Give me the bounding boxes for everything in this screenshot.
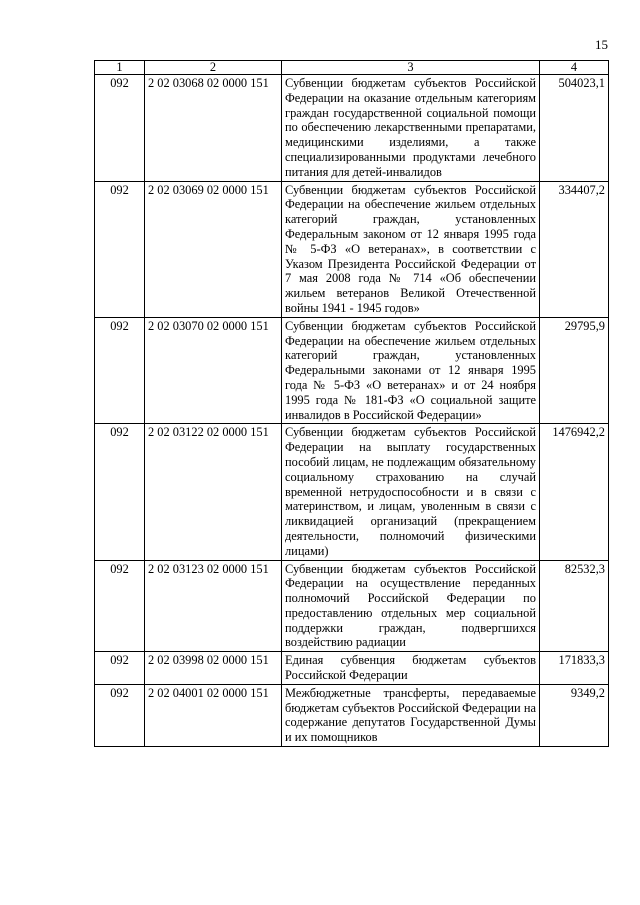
admin-code-cell: 092	[95, 317, 145, 424]
description-cell: Межбюджетные трансферты, передаваемые бюджетам субъектов Российской Федерации на содержание депутатов Государственной Думы и их помощников	[282, 684, 540, 746]
page-number: 15	[595, 37, 608, 52]
table-row	[95, 560, 609, 652]
amount-cell: 82532,3	[540, 560, 609, 652]
admin-code-cell: 092	[95, 560, 145, 652]
column-number-3: 3	[282, 61, 540, 75]
table-row	[95, 317, 609, 424]
amount-cell: 9349,2	[540, 684, 609, 746]
revenue-code-cell: 2 02 03069 02 0000 151	[145, 181, 282, 317]
revenue-code-cell: 2 02 03070 02 0000 151	[145, 317, 282, 424]
description-cell: Субвенции бюджетам субъектов Российской Федерации на обеспечение жильем отдельных категорий граждан, установленных Федеральными законами от 12 января 1995 года № 5-ФЗ «О ветеранах» и от 24 ноября 1995 года № 181-ФЗ «О социальной защите инвалидов в Российской Федерации»	[282, 317, 540, 424]
description-cell: Субвенции бюджетам субъектов Российской Федерации на обеспечение жильем отдельных категорий граждан, установленных Федеральным законом от 12 января 1995 года № 5-ФЗ «О ветеранах», в соответствии с Указом Президента Российской Федерации от 7 мая 2008 года № 714 «Об обеспечении жильем ветеранов Великой Отечественной войны 1941 - 1945 годов»	[282, 181, 540, 317]
table-row	[95, 652, 609, 685]
table-row	[95, 181, 609, 317]
revenue-code-cell: 2 02 03122 02 0000 151	[145, 424, 282, 560]
table-row	[95, 684, 609, 746]
column-number-row	[95, 61, 609, 75]
admin-code-cell: 092	[95, 181, 145, 317]
description-cell: Единая субвенция бюджетам субъектов Российской Федерации	[282, 652, 540, 685]
revenue-code-cell: 2 02 03998 02 0000 151	[145, 652, 282, 685]
revenue-code-cell: 2 02 04001 02 0000 151	[145, 684, 282, 746]
amount-cell: 171833,3	[540, 652, 609, 685]
amount-cell: 504023,1	[540, 75, 609, 182]
column-number-1: 1	[95, 61, 145, 75]
table-row	[95, 424, 609, 560]
amount-cell: 1476942,2	[540, 424, 609, 560]
column-number-2: 2	[145, 61, 282, 75]
amount-cell: 334407,2	[540, 181, 609, 317]
admin-code-cell: 092	[95, 424, 145, 560]
admin-code-cell: 092	[95, 684, 145, 746]
admin-code-cell: 092	[95, 652, 145, 685]
revenue-code-cell: 2 02 03068 02 0000 151	[145, 75, 282, 182]
description-cell: Субвенции бюджетам субъектов Российской Федерации на оказание отдельным категориям граждан государственной социальной помощи по обеспечению лекарственными препаратами, медицинскими изделиями, а также специализированными продуктами лечебного питания для детей-инвалидов	[282, 75, 540, 182]
revenue-code-cell: 2 02 03123 02 0000 151	[145, 560, 282, 652]
amount-cell: 29795,9	[540, 317, 609, 424]
budget-revenue-table	[94, 60, 609, 747]
column-number-4: 4	[540, 61, 609, 75]
admin-code-cell: 092	[95, 75, 145, 182]
table-row	[95, 75, 609, 182]
description-cell: Субвенции бюджетам субъектов Российской Федерации на выплату государственных пособий лицам, не подлежащим обязательному социальному страхованию на случай временной нетрудоспособности и в связи с материнством, и лицам, уволенным в связи с ликвидацией организаций (прекращением деятельности, полномочий физическими лицами)	[282, 424, 540, 560]
description-cell: Субвенции бюджетам субъектов Российской Федерации на осуществление переданных полномочий Российской Федерации по предоставлению отдельных мер социальной поддержки граждан, подвергшихся воздействию радиации	[282, 560, 540, 652]
